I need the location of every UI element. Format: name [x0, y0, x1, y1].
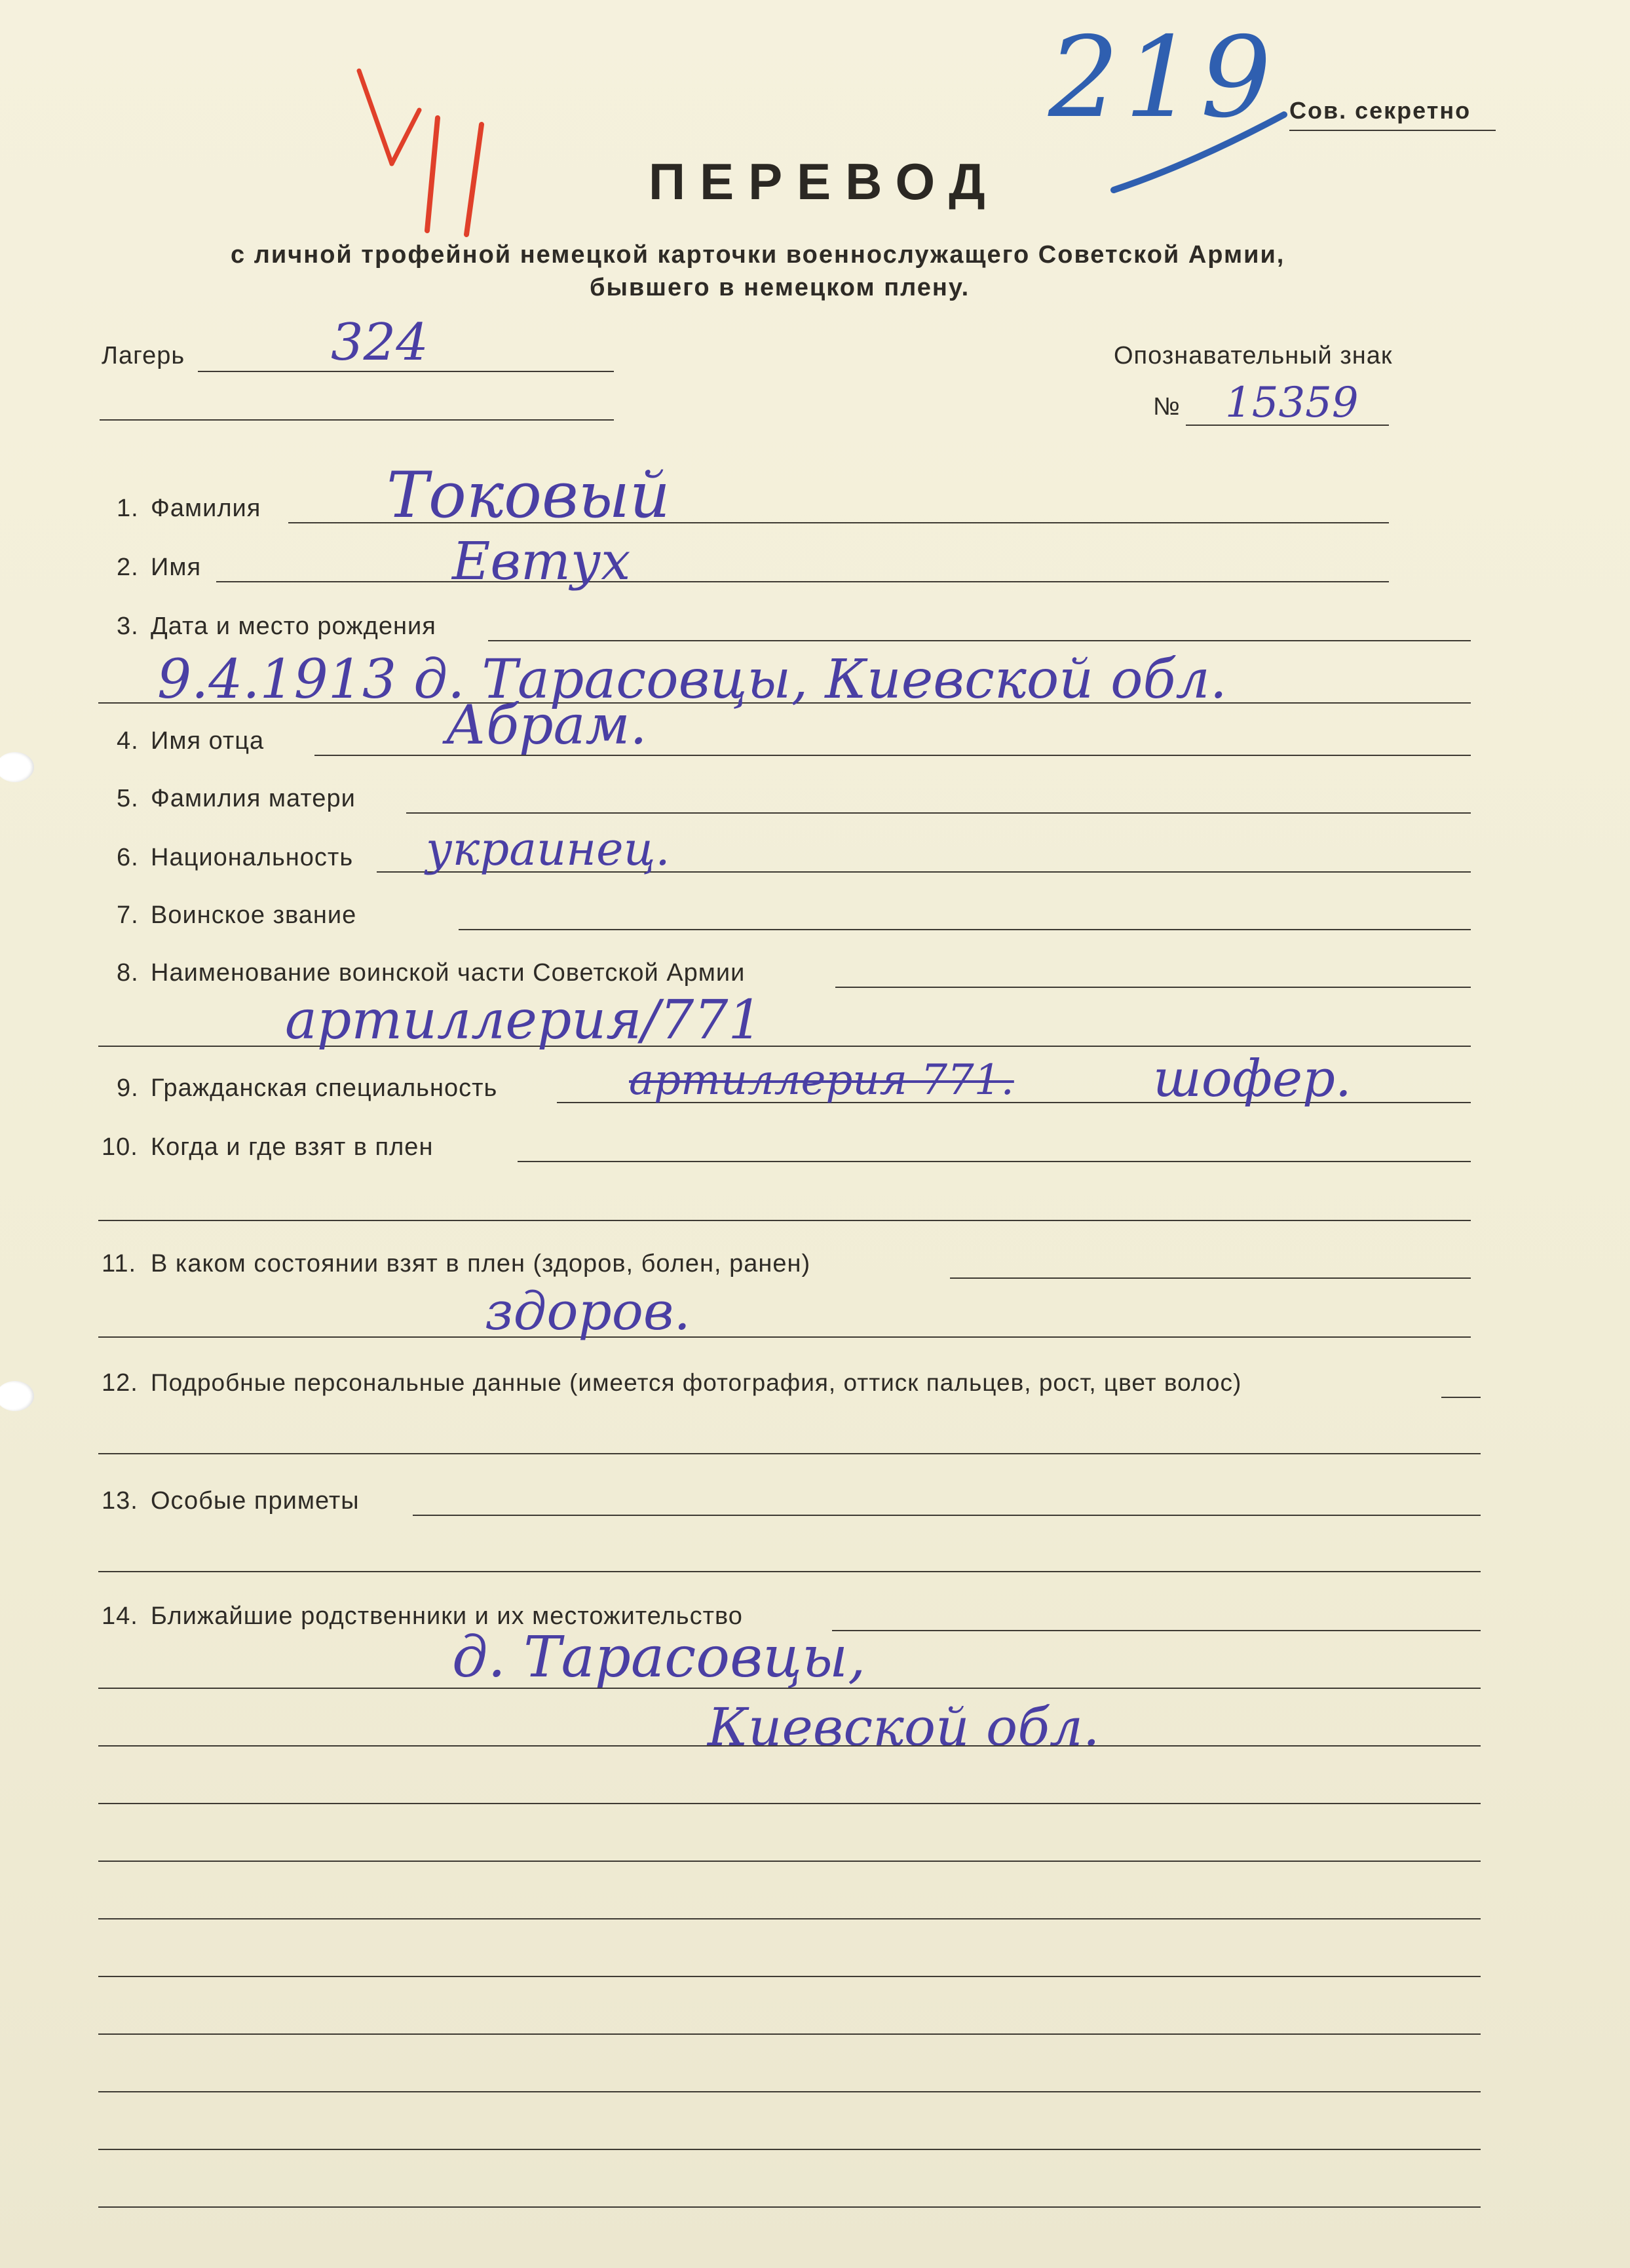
field-value-surname: Токовый: [387, 459, 670, 532]
field-label-nationality: Национальность: [151, 844, 354, 871]
field-value-father: Абрам.: [445, 694, 647, 757]
field-label-unit: Наименование воинской части Советской Армии: [151, 959, 746, 987]
field-label-personal-data: Подробные персональные данные (имеется фотография, оттиск пальцев, рост, цвет волос): [151, 1369, 1242, 1396]
ruled-line: [98, 2149, 1481, 2150]
field-label-surname: Фамилия: [151, 495, 261, 522]
field-line: [406, 812, 1471, 814]
field-value-relatives-line2: Киевской обл.: [708, 1697, 1100, 1758]
field-label-special-marks: Особые приметы: [151, 1487, 360, 1515]
ruled-line: [98, 1976, 1481, 1977]
field-value-profession-struck: артиллерия 771.: [629, 1056, 1014, 1105]
field-number: 8.: [117, 959, 139, 987]
field-number: 2.: [117, 554, 139, 581]
ruled-line: [98, 2033, 1481, 2035]
field-number: 14.: [102, 1602, 138, 1630]
ruled-line: [98, 1745, 1481, 1747]
field-number: 1.: [117, 495, 139, 522]
field-value-profession: шофер.: [1153, 1049, 1352, 1108]
field-line: [98, 1220, 1471, 1221]
field-value-unit: артиллерия/771: [285, 989, 763, 1051]
handwritten-file-number: 219: [1048, 13, 1277, 143]
document-subtitle: бывшего в немецком плену.: [590, 274, 970, 301]
ruled-line: [98, 1918, 1481, 1919]
document-subtitle: с личной трофейной немецкой карточки военнослужащего Советской Армии,: [231, 241, 1285, 269]
classification-label: Сов. секретно: [1289, 97, 1471, 124]
field-value-condition: здоров.: [485, 1281, 691, 1342]
field-label-name: Имя: [151, 554, 202, 581]
classification-underline: [1289, 130, 1496, 131]
field-label-profession: Гражданская специальность: [151, 1074, 498, 1102]
field-label-captured: Когда и где взят в плен: [151, 1133, 434, 1161]
field-number: 5.: [117, 785, 139, 812]
field-line: [835, 987, 1471, 988]
ruled-line: [98, 1803, 1481, 1804]
field-line: [1441, 1397, 1481, 1398]
field-line: [488, 640, 1471, 641]
field-label-relatives: Ближайшие родственники и их местожительство: [151, 1602, 743, 1630]
field-line: [832, 1630, 1481, 1631]
field-value-name: Евтух: [452, 531, 631, 592]
field-line: [518, 1161, 1471, 1162]
field-label-birth: Дата и место рождения: [151, 613, 436, 640]
field-number: 10.: [102, 1133, 138, 1161]
field-line: [413, 1515, 1481, 1516]
camp-label: Лагерь: [102, 342, 185, 369]
field-line: [216, 581, 1389, 582]
field-label-father: Имя отца: [151, 727, 265, 755]
id-tag-label: Опознавательный знак: [1114, 342, 1393, 369]
field-number: 12.: [102, 1369, 138, 1397]
field-line: [950, 1277, 1471, 1279]
field-number: 7.: [117, 901, 139, 929]
ruled-line: [98, 1861, 1481, 1862]
field-number: 13.: [102, 1487, 138, 1515]
field-number: 6.: [117, 844, 139, 871]
camp-value: 324: [331, 313, 428, 372]
ruled-line: [98, 2091, 1481, 2092]
ruled-line: [98, 2206, 1481, 2208]
field-line: [98, 1336, 1471, 1338]
field-value-nationality: украинец.: [426, 822, 670, 876]
number-sign: №: [1153, 393, 1181, 421]
field-line: [459, 929, 1471, 930]
document-title: ПЕРЕВОД: [649, 153, 1000, 210]
field-value-birth: 9.4.1913 д. Тарасовцы, Киевской обл.: [157, 649, 1227, 711]
field-number: 3.: [117, 613, 139, 640]
field-label-mother: Фамилия матери: [151, 785, 356, 812]
camp-line-2: [100, 419, 614, 421]
field-number: 11.: [102, 1250, 137, 1277]
field-number: 4.: [117, 727, 139, 755]
field-label-condition: В каком состоянии взят в плен (здоров, болен, ранен): [151, 1250, 811, 1277]
ruled-line: [98, 1688, 1481, 1689]
field-value-relatives-line1: д. Тарасовцы,: [452, 1625, 866, 1690]
field-line: [98, 1453, 1481, 1454]
field-number: 9.: [117, 1074, 139, 1102]
id-tag-value: 15359: [1225, 379, 1359, 427]
field-line: [98, 1571, 1481, 1572]
field-label-rank: Воинское звание: [151, 901, 357, 929]
